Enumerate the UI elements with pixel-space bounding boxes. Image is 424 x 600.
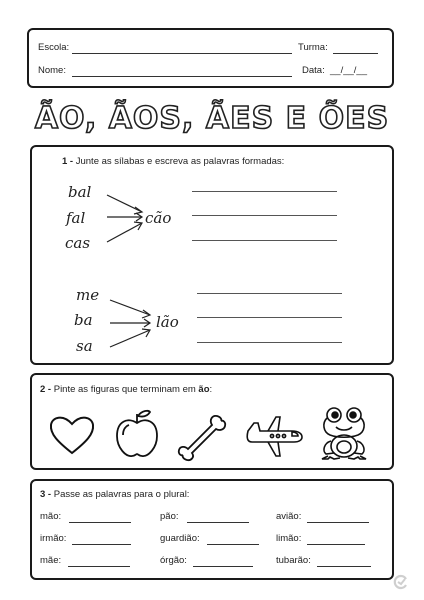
answer-line-6[interactable]	[197, 342, 342, 343]
plural-word-aviao: avião:	[276, 511, 302, 522]
answer-line-2[interactable]	[192, 215, 337, 216]
plural-field-aviao[interactable]	[307, 522, 369, 523]
header-box	[27, 28, 394, 88]
exercise-2-instruction	[40, 384, 212, 395]
exercise-3-instruction	[40, 489, 189, 500]
exercise-2-text: Pinte as figuras que terminam em	[53, 384, 199, 395]
ending-cao: cão	[145, 209, 172, 227]
answer-line-5[interactable]	[197, 317, 342, 318]
ending-lao: lão	[156, 313, 179, 331]
exercise-2-bold: ão	[198, 384, 210, 395]
plural-word-tubarao: tubarão:	[276, 555, 311, 566]
bone-icon[interactable]	[176, 413, 228, 461]
answer-line-1[interactable]	[192, 191, 337, 192]
exercise-2-colon: :	[209, 384, 213, 395]
apple-icon[interactable]	[114, 409, 160, 459]
plural-field-guardiao[interactable]	[207, 544, 259, 545]
plural-word-mao: mão:	[40, 511, 62, 522]
syllable-sa: sa	[76, 337, 93, 355]
plural-word-irmao: irmão:	[40, 533, 67, 544]
plural-field-irmao[interactable]	[72, 544, 131, 545]
nome-label: Nome:	[38, 65, 66, 76]
page-title: ÃO, ÃOS, ÃES E ÕES	[34, 101, 390, 136]
syllable-ba: ba	[74, 311, 93, 329]
exercise-1-box	[30, 145, 394, 365]
plural-word-limao: limão:	[276, 533, 302, 544]
plural-word-guardiao: guardião:	[160, 533, 200, 544]
corner-logo-icon	[393, 574, 409, 590]
plural-field-orgao[interactable]	[193, 566, 253, 567]
plural-field-limao[interactable]	[307, 544, 365, 545]
syllable-cas: cas	[65, 234, 91, 252]
escola-label: Escola:	[38, 42, 70, 53]
arrows-group-2	[104, 295, 159, 355]
turma-label: Turma:	[298, 42, 328, 53]
exercise-3-box	[30, 479, 394, 580]
syllable-fal: fal	[66, 209, 86, 227]
data-field[interactable]: __/__/__	[330, 65, 367, 76]
data-label: Data:	[302, 65, 325, 76]
turma-field[interactable]	[333, 53, 378, 54]
plural-word-orgao: órgão:	[160, 555, 187, 566]
syllable-me: me	[76, 286, 100, 304]
airplane-icon[interactable]	[242, 413, 304, 459]
syllable-bal: bal	[68, 183, 92, 201]
plural-field-tubarao[interactable]	[317, 566, 371, 567]
exercise-2-number: 2 -	[40, 384, 52, 395]
exercise-1-text: Junte as sílabas e escreva as palavras formadas:	[75, 156, 285, 167]
plural-field-mae[interactable]	[68, 566, 130, 567]
plural-word-pao: pão:	[160, 511, 179, 522]
exercise-1-instruction	[62, 156, 284, 167]
exercise-1-number: 1 -	[62, 156, 74, 167]
exercise-2-box	[30, 373, 394, 470]
exercise-3-text: Passe as palavras para o plural:	[53, 489, 190, 500]
answer-line-3[interactable]	[192, 240, 337, 241]
answer-line-4[interactable]	[197, 293, 342, 294]
exercise-3-number: 3 -	[40, 489, 52, 500]
plural-field-pao[interactable]	[187, 522, 249, 523]
plural-word-mae: mãe:	[40, 555, 62, 566]
plural-field-mao[interactable]	[69, 522, 131, 523]
escola-field[interactable]	[72, 53, 292, 54]
nome-field[interactable]	[72, 76, 292, 77]
heart-icon[interactable]	[48, 413, 96, 457]
frog-icon[interactable]	[318, 405, 370, 461]
